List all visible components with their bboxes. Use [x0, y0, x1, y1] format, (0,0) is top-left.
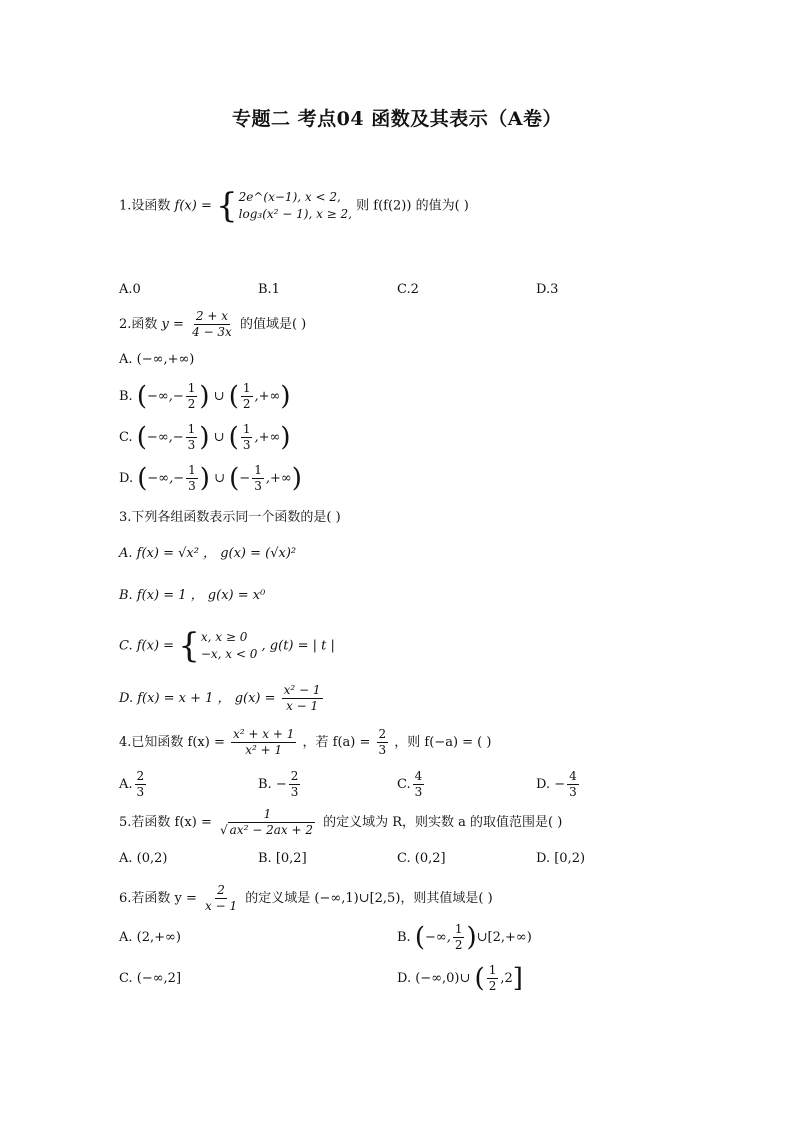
q1-option-c: C.2 — [397, 282, 419, 297]
q3-option-b: B. f(x) = 1 ， g(x) = x⁰ — [119, 588, 266, 603]
page-title: 专题二 考点04 函数及其表示（A卷） — [232, 108, 562, 130]
piecewise-cases: 2e^(x−1), x < 2, log₃(x² − 1), x ≥ 2, — [238, 190, 352, 221]
q3-option-c: C. f(x) = { x, x ≥ 0 −x, x < 0 , g(t) = | t | — [119, 626, 335, 666]
question-2: 2.函数 y = $\frac{2 + x}{4 - 3x}$ 的值域是( ) — [119, 309, 307, 339]
q6-option-b: B. (−∞, $\frac{1}{2}$ )∪[2,+∞) — [397, 922, 532, 953]
fraction: $\frac{2}{x - 1}$ — [205, 883, 238, 913]
q4-option-d: D. − $\frac{4}{3}$ — [536, 769, 577, 799]
left-brace-icon: { — [216, 186, 238, 226]
question-6: 6.若函数 y = $\frac{2}{x - 1}$ 的定义域是 (−∞,1)∪[2,5)，则其值域是( ) — [119, 883, 493, 913]
fraction: $\frac{1}{\text{√ ax² − 2ax + 2}}$ — [220, 807, 313, 837]
piecewise-cases: x, x ≥ 0 −x, x < 0 — [200, 630, 258, 661]
q4-option-a: A. $\frac{2}{3}$ — [119, 769, 145, 799]
q2-option-a: A. (−∞,+∞) — [119, 352, 195, 367]
question-1: 1.设函数 f(x) = { 2e^(x−1), x < 2, log₃(x² − 1), x ≥ 2, 则 f(f(2)) 的值为( ) — [119, 186, 469, 226]
q4-option-b: B. − $\frac{2}{3}$ — [258, 769, 299, 799]
q5-option-d: D. [0,2) — [536, 851, 586, 866]
q1-option-a: A.0 — [119, 282, 141, 297]
fraction: $\frac{\text{x² − 1}}{x - 1}$ — [283, 683, 321, 713]
q2-option-b: B. (−∞,− $\frac{1}{2}$ ) ∪ ( $\frac{1}{2}$ ,+∞) — [119, 381, 291, 412]
sqrt-icon: √ — [220, 823, 228, 837]
q2-option-d: D. (−∞,− $\frac{1}{3}$ ) ∪ (− $\frac{1}{3}$ ,+∞) — [119, 463, 302, 494]
q3-option-a: A. f(x) = √x² ， g(x) = (√x)² — [119, 546, 297, 561]
q1-option-b: B.1 — [258, 282, 280, 297]
left-brace-icon: { — [178, 626, 200, 666]
question-4: 4.已知函数 f(x) = $\frac{\text{x² + x + 1}}{\text{x² + 1}}$ ，若 f(a) = $\frac{2}{3}$ ，则 f(−a) = ( ) — [119, 727, 492, 757]
fraction: $\frac{2 + x}{4 - 3x}$ — [192, 309, 232, 339]
q4-option-c: C. $\frac{4}{3}$ — [397, 769, 423, 799]
q6-option-d: D. (−∞,0)∪ ( $\frac{1}{2}$ ,2] — [397, 963, 523, 994]
q3-option-d: D. f(x) = x + 1 ， g(x) = $\frac{\text{x² − 1}}{x - 1}$ — [119, 683, 321, 713]
question-3: 3.下列各组函数表示同一个函数的是( ) — [119, 510, 341, 525]
question-5: 5.若函数 f(x) = $\frac{1}{\text{√ ax² − 2ax + 2}}$ 的定义域为 R，则实数 a 的取值范围是( ) — [119, 807, 563, 837]
q5-option-c: C. (0,2] — [397, 851, 446, 866]
q6-option-a: A. (2,+∞) — [119, 930, 181, 945]
q2-option-c: C. (−∞,− $\frac{1}{3}$ ) ∪ ( $\frac{1}{3}$ ,+∞) — [119, 422, 291, 453]
fraction: $\frac{\text{x² + x + 1}}{\text{x² + 1}}$ — [233, 727, 295, 757]
q1-option-d: D.3 — [536, 282, 559, 297]
q5-option-a: A. (0,2) — [119, 851, 168, 866]
q5-option-b: B. [0,2] — [258, 851, 307, 866]
q6-option-c: C. (−∞,2] — [119, 971, 182, 986]
